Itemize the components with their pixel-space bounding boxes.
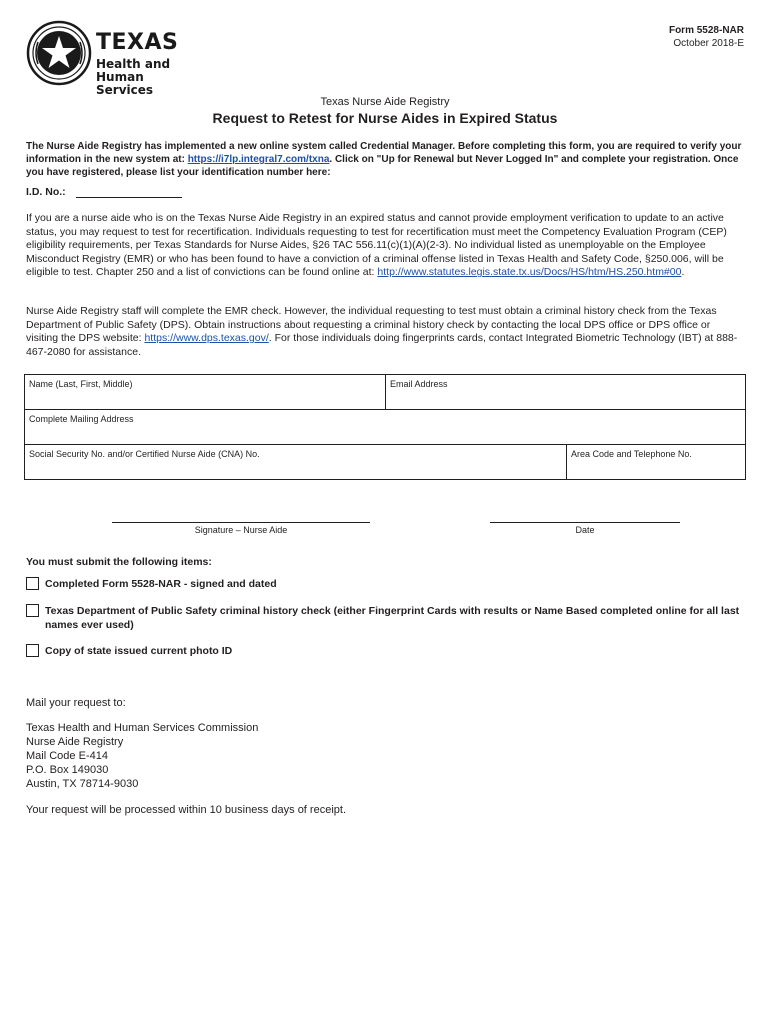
- date-label: Date: [575, 525, 595, 535]
- mailing-address-block: [26, 721, 258, 791]
- criminal-check-text-after: . For those individuals doing fingerprints cards, contact Integrated Biometric Technology (IBT) at 888-467-2080 for assistance.: [26, 332, 738, 358]
- dps-link[interactable]: https://www.dps.texas.gov/: [144, 332, 269, 345]
- address-line: Mail Code E-414: [26, 750, 108, 762]
- fields-row: [25, 445, 745, 479]
- checkbox[interactable]: [26, 604, 39, 617]
- logo-subtitle-line2: Services: [96, 83, 154, 97]
- mailing-address-field[interactable]: [25, 410, 745, 444]
- checklist-label: Completed Form 5528-NAR - signed and dated: [45, 578, 277, 590]
- checklist-item-photo-id: [26, 644, 232, 658]
- fields-row: [25, 375, 745, 410]
- form-date: October 2018-E: [673, 38, 744, 49]
- page-title: Request to Retest for Nurse Aides in Expired Status: [212, 110, 558, 126]
- intro-text: The Nurse Aide Registry has implemented a new online system called Credential Manager. Before completing this form, you are required to verify your information in the new system at:: [26, 141, 742, 165]
- logo-title: TEXAS: [96, 30, 179, 55]
- processing-note: Your request will be processed within 10 business days of receipt.: [26, 804, 346, 816]
- date-signature-line[interactable]: [490, 522, 680, 535]
- ssn-cna-label: Social Security No. and/or Certified Nurse Aide (CNA) No.: [29, 449, 260, 459]
- criminal-check-paragraph: [26, 305, 742, 359]
- id-number-field[interactable]: [76, 187, 182, 198]
- checkbox[interactable]: [26, 577, 39, 590]
- credential-manager-link[interactable]: https://i7lp.integral7.com/txna: [187, 154, 330, 165]
- email-field-label: Email Address: [390, 379, 448, 389]
- checkbox[interactable]: [26, 644, 39, 657]
- address-line: Nurse Aide Registry: [26, 736, 124, 748]
- checklist-label: Texas Department of Public Safety criminal history check (either Fingerprint Cards with results or Name Based completed online for all last names ever used): [45, 605, 740, 631]
- ssn-cna-field[interactable]: [25, 445, 567, 479]
- logo-subtitle-line1: Health and Human: [96, 57, 171, 84]
- mailing-address-label: Complete Mailing Address: [29, 414, 134, 424]
- applicant-fields-table: [24, 374, 746, 480]
- eligibility-paragraph: [26, 212, 742, 280]
- address-line: P.O. Box 149030: [26, 764, 109, 776]
- submit-heading: You must submit the following items:: [26, 556, 212, 568]
- address-line: Texas Health and Human Services Commission: [26, 722, 259, 734]
- intro-text-after: . Click on "Up for Renewal but Never Logged In" and complete your registration. Once you have registered, please list your identification number here:: [26, 154, 739, 178]
- email-field[interactable]: [386, 375, 745, 409]
- eligibility-text: If you are a nurse aide who is on the Texas Nurse Aide Registry in an expired status and cannot provide employment verification to update to an active status, you may request to test for recertification. Individuals requesting to test for recertification must meet the Competency Evaluation Program (CEP) eligibility requirements, per Texas Standards for Nurse Aides, §26 TAC 556.11(c)(1)(A)(2-3). No individual listed as unemployable on the Employee Misconduct Registry (EMR) or who has been found to have a conviction of a criminal offense listed in Texas Health and Safety Code, §250.006, will be eligible to test. Chapter 250 and a list of convictions can be found online at:: [26, 212, 727, 279]
- eligibility-end: .: [681, 266, 685, 279]
- phone-field[interactable]: [567, 445, 745, 479]
- criminal-check-text: Nurse Aide Registry staff will complete the EMR check. However, the individual requesting to test must obtain a criminal history check from the Texas Department of Public Safety (DPS). Obtain instructions about requesting a criminal history check by contacting the local DPS office or DPS office or visiting the DPS website:: [26, 305, 717, 345]
- statutes-link[interactable]: http://www.statutes.legis.state.tx.us/Docs/HS/htm/HS.250.htm#00: [377, 266, 682, 279]
- logo-subtitle: [96, 58, 216, 97]
- form-number: Form 5528-NAR: [668, 25, 744, 36]
- name-field-label: Name (Last, First, Middle): [29, 379, 133, 389]
- checklist-item-form: [26, 577, 277, 591]
- nurse-signature-label: Signature – Nurse Aide: [194, 525, 288, 535]
- phone-field-label: Area Code and Telephone No.: [571, 449, 692, 459]
- address-line: Austin, TX 78714-9030: [26, 778, 139, 790]
- checklist-item-dps: [26, 604, 742, 632]
- id-number-label: I.D. No.:: [26, 186, 66, 198]
- nurse-signature-line[interactable]: [112, 522, 370, 535]
- name-field[interactable]: [25, 375, 386, 409]
- texas-seal-icon: [26, 20, 92, 86]
- mail-heading: Mail your request to:: [26, 697, 126, 709]
- fields-row: [25, 410, 745, 445]
- checklist-label: Copy of state issued current photo ID: [45, 645, 233, 657]
- id-number-row: [26, 186, 182, 198]
- intro-paragraph: [26, 140, 742, 179]
- hhs-logo: [26, 20, 206, 96]
- form-identifier: [669, 24, 744, 50]
- registry-name: Texas Nurse Aide Registry: [320, 96, 450, 108]
